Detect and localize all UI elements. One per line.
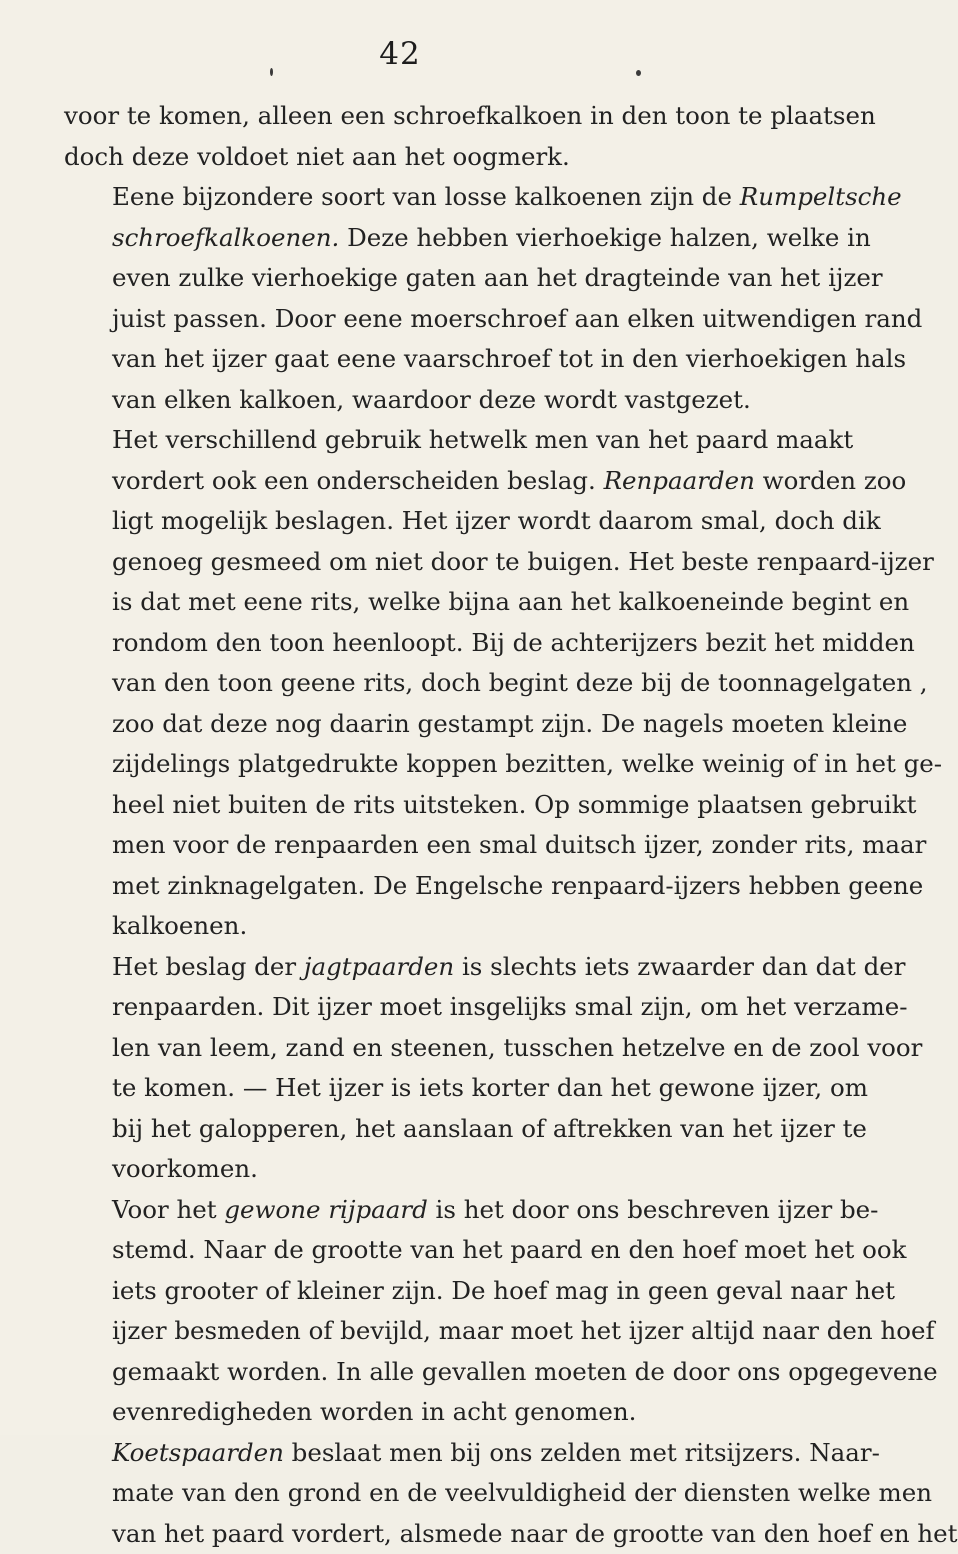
text-line: rondom den toon heenloopt. Bij de achterijzers bezit het midden — [64, 623, 770, 664]
text-line: voor te komen, alleen een schroefkalkoen in den toon te plaatsen — [64, 96, 770, 137]
text-line: genoeg gesmeed om niet door te buigen. Het beste renpaard-ijzer — [64, 542, 770, 583]
text-line: mate van den grond en de veelvuldigheid der diensten welke men — [64, 1473, 770, 1514]
text-line: Voor het gewone rijpaard is het door ons beschreven ijzer be- — [64, 1190, 770, 1231]
text-line: kalkoenen. — [64, 906, 770, 947]
text-line: van elken kalkoen, waardoor deze wordt vastgezet. — [64, 380, 770, 421]
paragraph — [64, 1433, 770, 1554]
text-line: te komen. — Het ijzer is iets korter dan het gewone ijzer, om — [64, 1068, 770, 1109]
text-line: even zulke vierhoekige gaten aan het dragteinde van het ijzer — [64, 258, 770, 299]
text-line: doch deze voldoet niet aan het oogmerk. — [64, 137, 770, 178]
text-line: van het paard vordert, alsmede naar de grootte van den hoef en het — [64, 1514, 770, 1554]
text-line: renpaarden. Dit ijzer moet insgelijks smal zijn, om het verzame- — [64, 987, 770, 1028]
text-line: vordert ook een onderscheiden beslag. Renpaarden worden zoo — [64, 461, 770, 502]
text-line: ijzer besmeden of bevijld, maar moet het ijzer altijd naar den hoef — [64, 1311, 770, 1352]
text-line: stemd. Naar de grootte van het paard en den hoef moet het ook — [64, 1230, 770, 1271]
text-line: met zinknagelgaten. De Engelsche renpaard-ijzers hebben geene — [64, 866, 770, 907]
ink-speck — [270, 68, 273, 76]
paragraph — [64, 96, 770, 177]
text-line: voorkomen. — [64, 1149, 770, 1190]
paragraph — [64, 177, 770, 420]
text-line: ligt mogelijk beslagen. Het ijzer wordt daarom smal, doch dik — [64, 501, 770, 542]
text-line: gemaakt worden. In alle gevallen moeten de door ons opgegevene — [64, 1352, 770, 1393]
paragraph — [64, 420, 770, 947]
ink-speck — [636, 70, 641, 76]
text-line: Het verschillend gebruik hetwelk men van het paard maakt — [64, 420, 770, 461]
text-line: zijdelings platgedrukte koppen bezitten, welke weinig of in het ge- — [64, 744, 770, 785]
text-line: bij het galopperen, het aanslaan of aftrekken van het ijzer te — [64, 1109, 770, 1150]
page-number: 42 — [0, 36, 800, 72]
body-text — [64, 96, 770, 1554]
text-line: iets grooter of kleiner zijn. De hoef mag in geen geval naar het — [64, 1271, 770, 1312]
text-line: Het beslag der jagtpaarden is slechts iets zwaarder dan dat der — [64, 947, 770, 988]
paragraph — [64, 1190, 770, 1433]
text-line: van het ijzer gaat eene vaarschroef tot in den vierhoekigen hals — [64, 339, 770, 380]
text-line: men voor de renpaarden een smal duitsch ijzer, zonder rits, maar — [64, 825, 770, 866]
text-line: van den toon geene rits, doch begint deze bij de toonnagelgaten , — [64, 663, 770, 704]
text-line: len van leem, zand en steenen, tusschen hetzelve en de zool voor — [64, 1028, 770, 1069]
text-line: zoo dat deze nog daarin gestampt zijn. De nagels moeten kleine — [64, 704, 770, 745]
text-line: heel niet buiten de rits uitsteken. Op sommige plaatsen gebruikt — [64, 785, 770, 826]
text-line: is dat met eene rits, welke bijna aan het kalkoeneinde begint en — [64, 582, 770, 623]
text-line: Eene bijzondere soort van losse kalkoenen zijn de Rumpeltsche — [64, 177, 770, 218]
paragraph — [64, 947, 770, 1190]
text-line: Koetspaarden beslaat men bij ons zelden met ritsijzers. Naar- — [64, 1433, 770, 1474]
text-line: schroefkalkoenen. Deze hebben vierhoekige halzen, welke in — [64, 218, 770, 259]
text-line: juist passen. Door eene moerschroef aan elken uitwendigen rand — [64, 299, 770, 340]
text-line: evenredigheden worden in acht genomen. — [64, 1392, 770, 1433]
